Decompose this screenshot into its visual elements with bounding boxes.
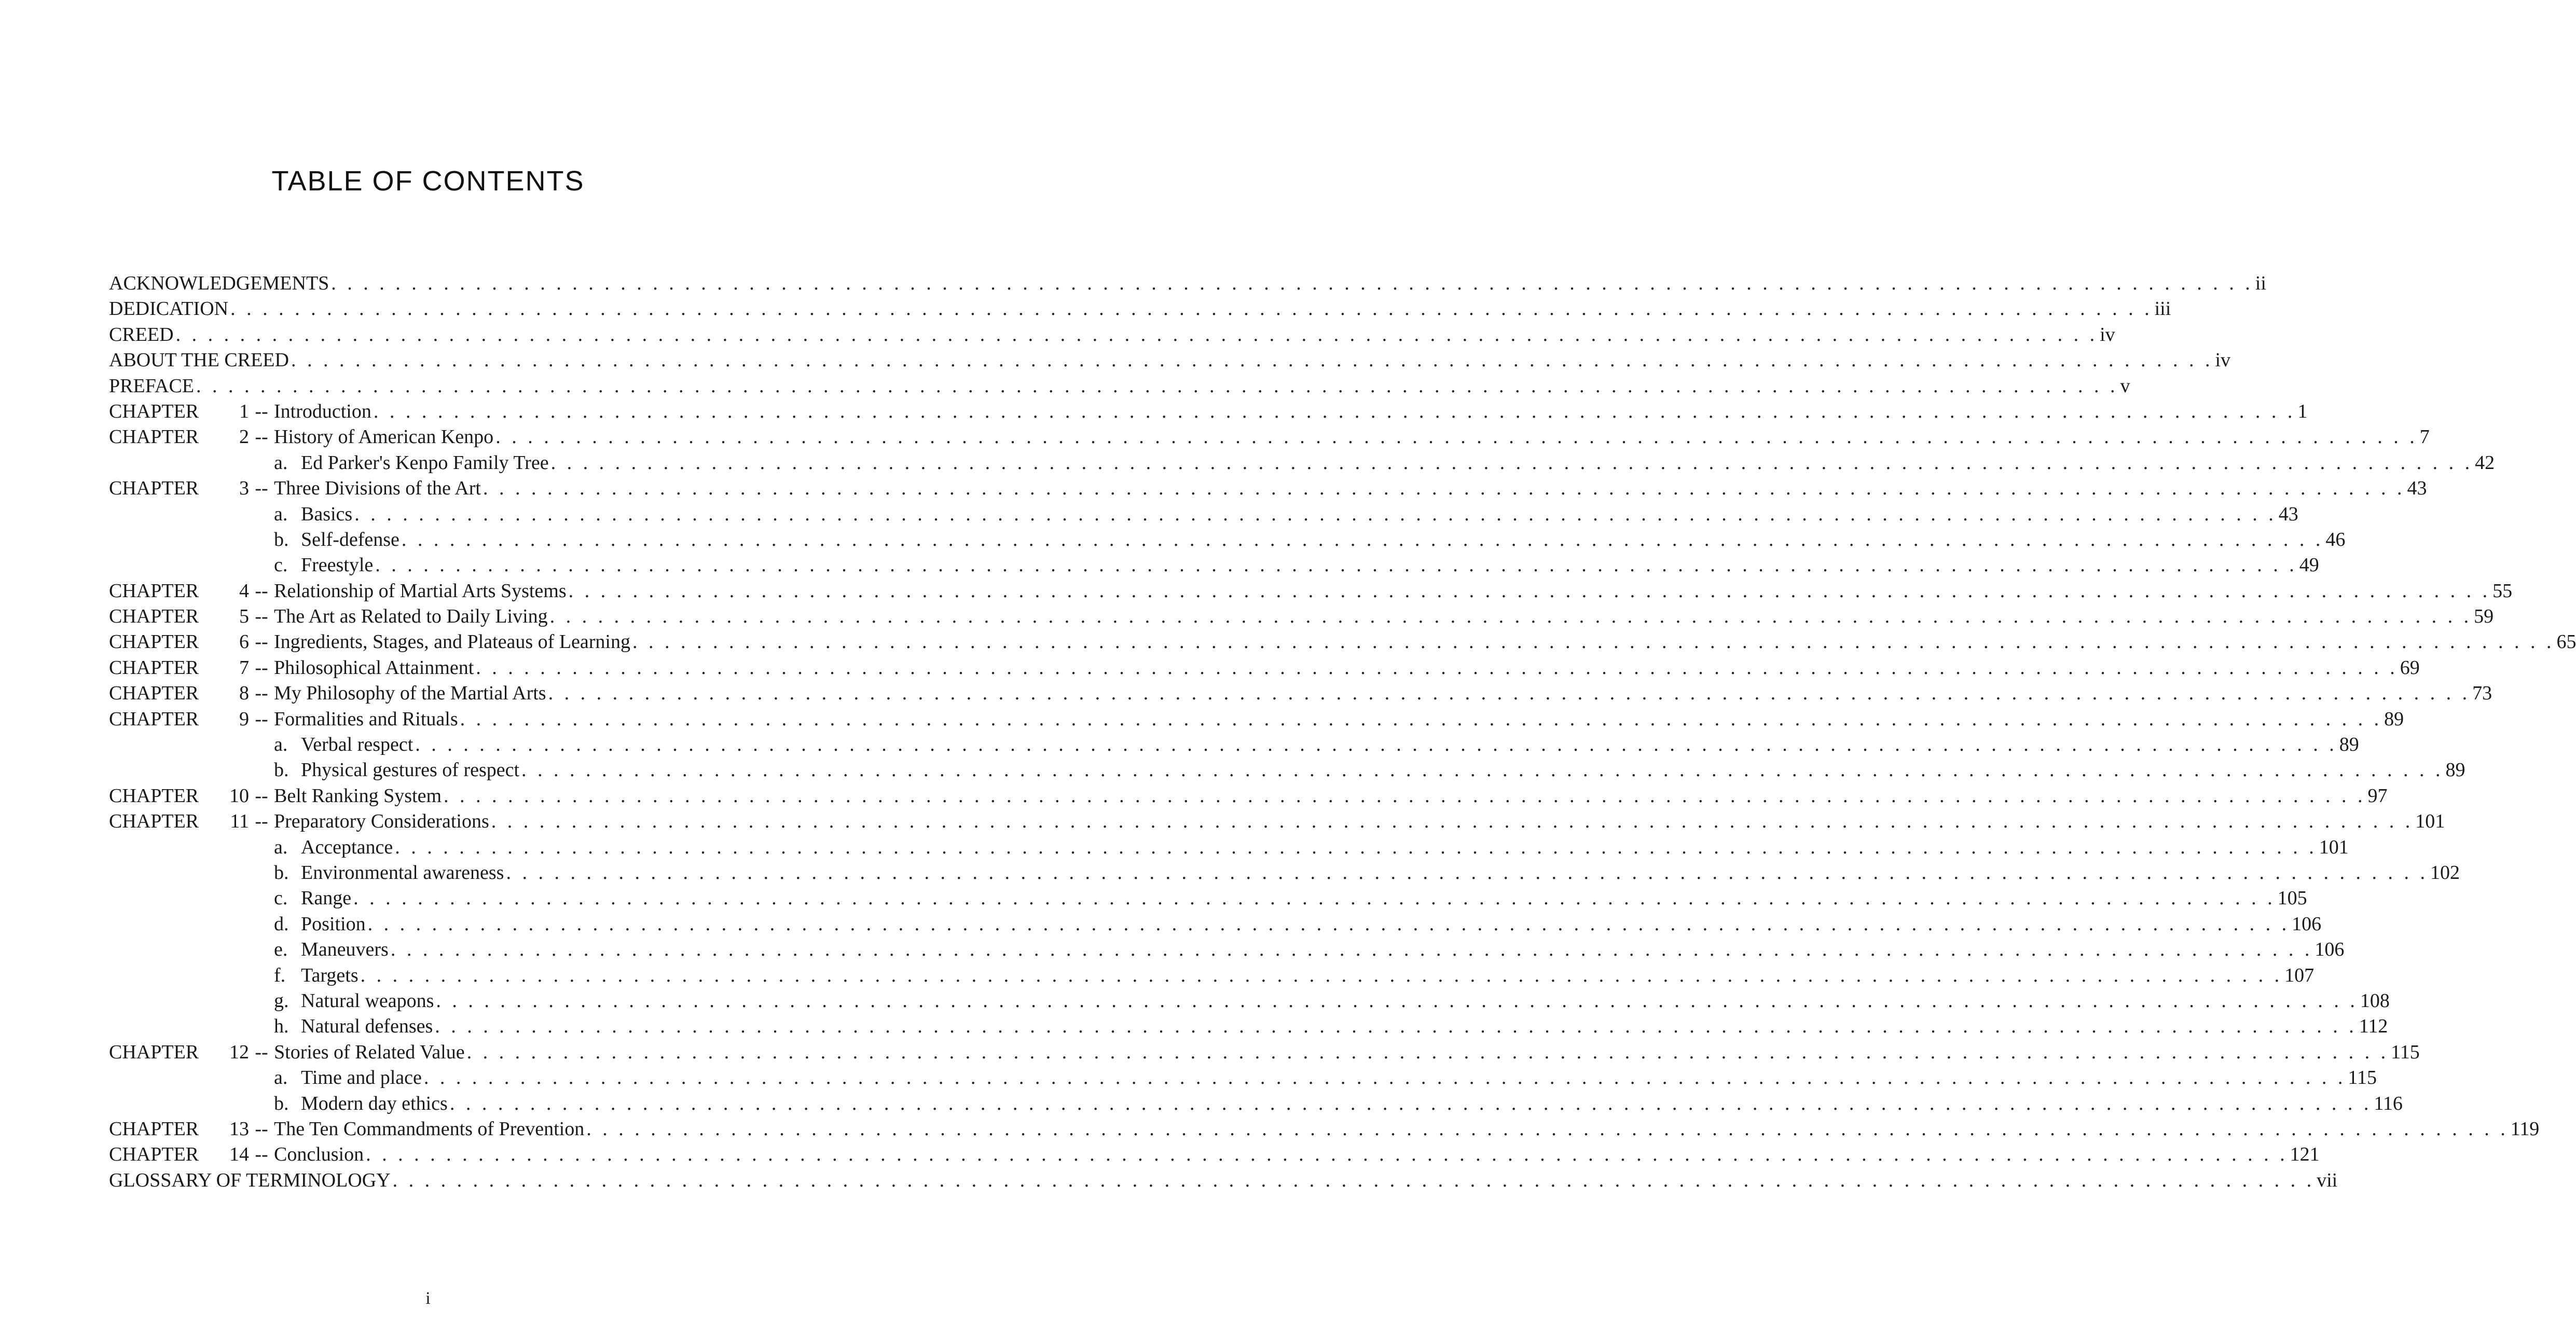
toc-page-number: iii [2154, 298, 2171, 320]
subsection-letter: b. [274, 528, 289, 550]
chapter-number: 9 [239, 708, 249, 730]
dot-leader: . . . . . . . . . . . . . . . . . . . . . . . . . . . . . . . . . . . . . . . . . . . . . . . . . . . . . . . . . . . . . . . . . . . . . . . . . . . . . . . . . . . . . . . . . . . . . . . . . . . . . . . . . . . . . . . . . . . . . . . . [476, 656, 2398, 679]
chapter-prefix: CHAPTER [109, 810, 199, 833]
subsection-title: Range [301, 887, 352, 909]
toc-chapter-heading [109, 476, 481, 501]
chapter-dash: -- [255, 708, 268, 730]
toc-page-number: 97 [2367, 784, 2388, 807]
toc-entry-chapter [109, 1040, 2420, 1065]
subsection-letter: a. [274, 503, 288, 525]
dot-leader: . . . . . . . . . . . . . . . . . . . . . . . . . . . . . . . . . . . . . . . . . . . . . . . . . . . . . . . . . . . . . . . . . . . . . . . . . . . . . . . . . . . . . . . . . . . . . . . . . . . . . . . . . . . . . . . . . . . . . . . . [460, 708, 2382, 730]
chapter-dash: -- [255, 656, 268, 679]
toc-page-number: 65 [2556, 631, 2576, 653]
toc-page-number: 115 [2348, 1067, 2377, 1089]
toc-page-number: 89 [2339, 734, 2359, 756]
toc-page-number: 59 [2474, 605, 2494, 628]
dot-leader: . . . . . . . . . . . . . . . . . . . . . . . . . . . . . . . . . . . . . . . . . . . . . . . . . . . . . . . . . . . . . . . . . . . . . . . . . . . . . . . . . . . . . . . . . . . . . . . . . . . . . . . . . . . . . . . . . . . . . . . . [367, 913, 2290, 935]
subsection-letter: f. [274, 964, 286, 986]
toc-subsection [109, 757, 519, 783]
dot-leader: . . . . . . . . . . . . . . . . . . . . . . . . . . . . . . . . . . . . . . . . . . . . . . . . . . . . . . . . . . . . . . . . . . . . . . . . . . . . . . . . . . . . . . . . . . . . . . . . . . . . . . . . . . . . . . . . . . . . . . . . [331, 272, 2253, 294]
toc-entry-sub [109, 835, 2349, 860]
subsection-title: Environmental awareness [301, 861, 504, 884]
dot-leader: . . . . . . . . . . . . . . . . . . . . . . . . . . . . . . . . . . . . . . . . . . . . . . . . . . . . . . . . . . . . . . . . . . . . . . . . . . . . . . . . . . . . . . . . . . . . . . . . . . . . . . . . . . . . . . . . . . . . . . . . [436, 989, 2358, 1012]
toc-entry-sub [109, 1065, 2377, 1091]
chapter-number: 12 [229, 1041, 249, 1063]
table-of-contents [109, 271, 2576, 1193]
toc-page-number: 46 [2325, 528, 2346, 550]
toc-section-title: GLOSSARY OF TERMINOLOGY [109, 1169, 391, 1191]
toc-subsection [109, 937, 389, 962]
chapter-number: 6 [239, 631, 249, 653]
chapter-title: Preparatory Considerations [274, 810, 489, 833]
toc-entry-sub [109, 988, 2390, 1014]
toc-entry-plain [109, 322, 2115, 348]
subsection-title: Position [301, 913, 366, 935]
toc-chapter-heading [109, 578, 567, 604]
chapter-prefix: CHAPTER [109, 477, 199, 500]
dot-leader: . . . . . . . . . . . . . . . . . . . . . . . . . . . . . . . . . . . . . . . . . . . . . . . . . . . . . . . . . . . . . . . . . . . . . . . . . . . . . . . . . . . . . . . . . . . . . . . . . . . . . . . . . . . . . . . . . . . . . . . . [586, 1118, 2509, 1140]
chapter-dash: -- [255, 580, 268, 602]
subsection-title: Verbal respect [301, 734, 414, 756]
toc-entry-sub [109, 912, 2322, 937]
toc-chapter-heading [109, 1142, 364, 1167]
subsection-title: Ed Parker's Kenpo Family Tree [301, 451, 549, 474]
toc-entry-sub [109, 937, 2345, 962]
subsection-title: Natural weapons [301, 989, 434, 1012]
subsection-letter: a. [274, 734, 288, 756]
dot-leader: . . . . . . . . . . . . . . . . . . . . . . . . . . . . . . . . . . . . . . . . . . . . . . . . . . . . . . . . . . . . . . . . . . . . . . . . . . . . . . . . . . . . . . . . . . . . . . . . . . . . . . . . . . . . . . . . . . . . . . . . [548, 682, 2471, 705]
chapter-number: 5 [239, 605, 249, 628]
toc-page-number: 119 [2510, 1118, 2540, 1140]
dot-leader: . . . . . . . . . . . . . . . . . . . . . . . . . . . . . . . . . . . . . . . . . . . . . . . . . . . . . . . . . . . . . . . . . . . . . . . . . . . . . . . . . . . . . . . . . . . . . . . . . . . . . . . . . . . . . . . . . . . . . . . . [354, 503, 2277, 525]
subsection-letter: b. [274, 1092, 289, 1114]
dot-leader: . . . . . . . . . . . . . . . . . . . . . . . . . . . . . . . . . . . . . . . . . . . . . . . . . . . . . . . . . . . . . . . . . . . . . . . . . . . . . . . . . . . . . . . . . . . . . . . . . . . . . . . . . . . . . . . . . . . . . . . . [291, 349, 2213, 371]
chapter-dash: -- [255, 682, 268, 705]
dot-leader: . . . . . . . . . . . . . . . . . . . . . . . . . . . . . . . . . . . . . . . . . . . . . . . . . . . . . . . . . . . . . . . . . . . . . . . . . . . . . . . . . . . . . . . . . . . . . . . . . . . . . . . . . . . . . . . . . . . . . . . . [373, 400, 2296, 422]
toc-chapter-heading [109, 809, 489, 834]
toc-subsection [109, 732, 413, 757]
toc-page-number: 108 [2360, 989, 2390, 1012]
subsection-title: Acceptance [301, 836, 393, 858]
toc-entry-sub [109, 860, 2460, 886]
toc-entry-chapter [109, 681, 2492, 706]
subsection-title: Physical gestures of respect [301, 759, 520, 781]
toc-chapter-heading [109, 655, 474, 681]
toc-subsection [109, 963, 359, 988]
toc-entry-chapter [109, 424, 2430, 450]
subsection-title: Modern day ethics [301, 1092, 448, 1114]
subsection-title: Freestyle [301, 554, 374, 576]
toc-entry-chapter [109, 655, 2420, 681]
dot-leader: . . . . . . . . . . . . . . . . . . . . . . . . . . . . . . . . . . . . . . . . . . . . . . . . . . . . . . . . . . . . . . . . . . . . . . . . . . . . . . . . . . . . . . . . . . . . . . . . . . . . . . . . . . . . . . . . . . . . . . . . [366, 1143, 2288, 1166]
dot-leader: . . . . . . . . . . . . . . . . . . . . . . . . . . . . . . . . . . . . . . . . . . . . . . . . . . . . . . . . . . . . . . . . . . . . . . . . . . . . . . . . . . . . . . . . . . . . . . . . . . . . . . . . . . . . . . . . . . . . . . . . [360, 964, 2283, 986]
toc-page-number: 89 [2384, 708, 2404, 730]
toc-subsection [109, 1065, 422, 1091]
subsection-title: Time and place [301, 1067, 422, 1089]
toc-page-number: 101 [2319, 836, 2349, 858]
toc-page-number: 69 [2400, 656, 2420, 679]
chapter-prefix: CHAPTER [109, 426, 199, 448]
toc-page-number: 49 [2299, 554, 2319, 576]
dot-leader: . . . . . . . . . . . . . . . . . . . . . . . . . . . . . . . . . . . . . . . . . . . . . . . . . . . . . . . . . . . . . . . . . . . . . . . . . . . . . . . . . . . . . . . . . . . . . . . . . . . . . . . . . . . . . . . . . . . . . . . . [549, 605, 2472, 628]
chapter-number: 7 [239, 656, 249, 679]
toc-page-number: 116 [2374, 1092, 2403, 1114]
chapter-number: 8 [239, 682, 249, 705]
toc-page-number: 106 [2315, 939, 2345, 961]
chapter-number: 4 [239, 580, 249, 602]
toc-subsection [109, 988, 434, 1014]
dot-leader: . . . . . . . . . . . . . . . . . . . . . . . . . . . . . . . . . . . . . . . . . . . . . . . . . . . . . . . . . . . . . . . . . . . . . . . . . . . . . . . . . . . . . . . . . . . . . . . . . . . . . . . . . . . . . . . . . . . . . . . . [466, 1041, 2389, 1063]
toc-chapter-heading [109, 783, 442, 809]
chapter-number: 3 [239, 477, 249, 500]
toc-subsection [109, 553, 373, 578]
chapter-number: 14 [229, 1143, 249, 1166]
toc-entry-sub [109, 1014, 2388, 1039]
dot-leader: . . . . . . . . . . . . . . . . . . . . . . . . . . . . . . . . . . . . . . . . . . . . . . . . . . . . . . . . . . . . . . . . . . . . . . . . . . . . . . . . . . . . . . . . . . . . . . . . . . . . . . . . . . . . . . . . . . . . . . . . [392, 1169, 2315, 1191]
toc-page-number: 102 [2430, 861, 2460, 884]
subsection-letter: h. [274, 1015, 289, 1038]
subsection-letter: g. [274, 989, 289, 1012]
toc-subsection [109, 502, 352, 527]
toc-chapter-heading [109, 604, 548, 629]
toc-entry-chapter [109, 604, 2494, 629]
toc-entry-plain [109, 348, 2230, 373]
chapter-title: Philosophical Attainment [274, 656, 474, 679]
dot-leader: . . . . . . . . . . . . . . . . . . . . . . . . . . . . . . . . . . . . . . . . . . . . . . . . . . . . . . . . . . . . . . . . . . . . . . . . . . . . . . . . . . . . . . . . . . . . . . . . . . . . . . . . . . . . . . . . . . . . . . . . [632, 631, 2555, 653]
chapter-title: Introduction [274, 400, 371, 422]
chapter-dash: -- [255, 426, 268, 448]
chapter-number: 10 [229, 784, 249, 807]
toc-section-title: PREFACE [109, 375, 195, 397]
toc-page-number: 112 [2359, 1015, 2388, 1038]
subsection-title: Natural defenses [301, 1015, 433, 1038]
dot-leader: . . . . . . . . . . . . . . . . . . . . . . . . . . . . . . . . . . . . . . . . . . . . . . . . . . . . . . . . . . . . . . . . . . . . . . . . . . . . . . . . . . . . . . . . . . . . . . . . . . . . . . . . . . . . . . . . . . . . . . . . [506, 861, 2428, 884]
dot-leader: . . . . . . . . . . . . . . . . . . . . . . . . . . . . . . . . . . . . . . . . . . . . . . . . . . . . . . . . . . . . . . . . . . . . . . . . . . . . . . . . . . . . . . . . . . . . . . . . . . . . . . . . . . . . . . . . . . . . . . . . [175, 323, 2098, 346]
toc-entry-chapter [109, 476, 2427, 501]
chapter-dash: -- [255, 605, 268, 628]
toc-page-number: 42 [2475, 451, 2495, 474]
toc-entry-plain [109, 271, 2266, 296]
dot-leader: . . . . . . . . . . . . . . . . . . . . . . . . . . . . . . . . . . . . . . . . . . . . . . . . . . . . . . . . . . . . . . . . . . . . . . . . . . . . . . . . . . . . . . . . . . . . . . . . . . . . . . . . . . . . . . . . . . . . . . . . [483, 477, 2405, 500]
chapter-dash: -- [255, 1041, 268, 1063]
chapter-prefix: CHAPTER [109, 605, 199, 628]
toc-entry-sub [109, 732, 2359, 757]
toc-section-title: CREED [109, 323, 174, 346]
toc-page-number: 115 [2391, 1041, 2420, 1063]
chapter-title: The Ten Commandments of Prevention [274, 1118, 585, 1140]
chapter-dash: -- [255, 1118, 268, 1140]
toc-subsection [109, 1014, 433, 1039]
toc-page-number: 107 [2284, 964, 2315, 986]
toc-section-title: ABOUT THE CREED [109, 349, 289, 371]
chapter-prefix: CHAPTER [109, 631, 199, 653]
dot-leader: . . . . . . . . . . . . . . . . . . . . . . . . . . . . . . . . . . . . . . . . . . . . . . . . . . . . . . . . . . . . . . . . . . . . . . . . . . . . . . . . . . . . . . . . . . . . . . . . . . . . . . . . . . . . . . . . . . . . . . . . [495, 426, 2418, 448]
page-number-folio: i [425, 1289, 431, 1308]
toc-page-number: iv [2215, 349, 2230, 371]
dot-leader: . . . . . . . . . . . . . . . . . . . . . . . . . . . . . . . . . . . . . . . . . . . . . . . . . . . . . . . . . . . . . . . . . . . . . . . . . . . . . . . . . . . . . . . . . . . . . . . . . . . . . . . . . . . . . . . . . . . . . . . . [401, 528, 2324, 550]
chapter-title: Three Divisions of the Art [274, 477, 481, 500]
toc-page-number: 106 [2292, 913, 2322, 935]
subsection-title: Self-defense [301, 528, 400, 550]
toc-entry-sub [109, 886, 2307, 911]
subsection-title: Basics [301, 503, 353, 525]
toc-page-number: 73 [2472, 682, 2492, 705]
toc-page-number: 105 [2277, 887, 2307, 909]
dot-leader: . . . . . . . . . . . . . . . . . . . . . . . . . . . . . . . . . . . . . . . . . . . . . . . . . . . . . . . . . . . . . . . . . . . . . . . . . . . . . . . . . . . . . . . . . . . . . . . . . . . . . . . . . . . . . . . . . . . . . . . . [353, 887, 2276, 909]
toc-chapter-heading [109, 1040, 465, 1065]
chapter-prefix: CHAPTER [109, 1041, 199, 1063]
chapter-prefix: CHAPTER [109, 784, 199, 807]
dot-leader: . . . . . . . . . . . . . . . . . . . . . . . . . . . . . . . . . . . . . . . . . . . . . . . . . . . . . . . . . . . . . . . . . . . . . . . . . . . . . . . . . . . . . . . . . . . . . . . . . . . . . . . . . . . . . . . . . . . . . . . . [196, 375, 2118, 397]
toc-page-number: iv [2100, 323, 2115, 346]
chapter-number: 2 [239, 426, 249, 448]
toc-subsection [109, 835, 393, 860]
toc-entry-sub [109, 527, 2346, 553]
toc-entry-chapter [109, 783, 2388, 809]
toc-page-number: 101 [2415, 810, 2445, 833]
dot-leader: . . . . . . . . . . . . . . . . . . . . . . . . . . . . . . . . . . . . . . . . . . . . . . . . . . . . . . . . . . . . . . . . . . . . . . . . . . . . . . . . . . . . . . . . . . . . . . . . . . . . . . . . . . . . . . . . . . . . . . . . [568, 580, 2491, 602]
subsection-letter: d. [274, 913, 289, 935]
toc-subsection [109, 450, 549, 476]
toc-entry-chapter [109, 578, 2513, 604]
chapter-title: History of American Kenpo [274, 426, 494, 448]
toc-entry-chapter [109, 1117, 2540, 1142]
toc-entry-chapter [109, 629, 2576, 655]
toc-subsection [109, 886, 351, 911]
toc-entry-sub [109, 757, 2465, 783]
toc-entry-chapter [109, 707, 2404, 732]
subsection-letter: b. [274, 861, 289, 884]
toc-chapter-heading [109, 399, 371, 424]
dot-leader: . . . . . . . . . . . . . . . . . . . . . . . . . . . . . . . . . . . . . . . . . . . . . . . . . . . . . . . . . . . . . . . . . . . . . . . . . . . . . . . . . . . . . . . . . . . . . . . . . . . . . . . . . . . . . . . . . . . . . . . . [395, 836, 2317, 858]
dot-leader: . . . . . . . . . . . . . . . . . . . . . . . . . . . . . . . . . . . . . . . . . . . . . . . . . . . . . . . . . . . . . . . . . . . . . . . . . . . . . . . . . . . . . . . . . . . . . . . . . . . . . . . . . . . . . . . . . . . . . . . . [423, 1067, 2346, 1089]
toc-entry-sub [109, 1091, 2403, 1117]
chapter-prefix: CHAPTER [109, 580, 199, 602]
toc-page-number: 89 [2445, 759, 2465, 781]
subsection-title: Maneuvers [301, 939, 389, 961]
chapter-title: Conclusion [274, 1143, 364, 1166]
subsection-letter: e. [274, 939, 288, 961]
toc-chapter-heading [109, 707, 458, 732]
chapter-title: The Art as Related to Daily Living [274, 605, 548, 628]
chapter-prefix: CHAPTER [109, 400, 199, 422]
toc-page-number: v [2120, 375, 2130, 397]
dot-leader: . . . . . . . . . . . . . . . . . . . . . . . . . . . . . . . . . . . . . . . . . . . . . . . . . . . . . . . . . . . . . . . . . . . . . . . . . . . . . . . . . . . . . . . . . . . . . . . . . . . . . . . . . . . . . . . . . . . . . . . . [435, 1015, 2357, 1038]
dot-leader: . . . . . . . . . . . . . . . . . . . . . . . . . . . . . . . . . . . . . . . . . . . . . . . . . . . . . . . . . . . . . . . . . . . . . . . . . . . . . . . . . . . . . . . . . . . . . . . . . . . . . . . . . . . . . . . . . . . . . . . . [375, 554, 2297, 576]
toc-page-number: 55 [2492, 580, 2513, 602]
dot-leader: . . . . . . . . . . . . . . . . . . . . . . . . . . . . . . . . . . . . . . . . . . . . . . . . . . . . . . . . . . . . . . . . . . . . . . . . . . . . . . . . . . . . . . . . . . . . . . . . . . . . . . . . . . . . . . . . . . . . . . . . [390, 939, 2313, 961]
chapter-title: My Philosophy of the Martial Arts [274, 682, 546, 705]
chapter-dash: -- [255, 784, 268, 807]
toc-chapter-heading [109, 629, 630, 655]
toc-section-title: DEDICATION [109, 298, 229, 320]
dot-leader: . . . . . . . . . . . . . . . . . . . . . . . . . . . . . . . . . . . . . . . . . . . . . . . . . . . . . . . . . . . . . . . . . . . . . . . . . . . . . . . . . . . . . . . . . . . . . . . . . . . . . . . . . . . . . . . . . . . . . . . . [521, 759, 2444, 781]
chapter-number: 11 [230, 810, 249, 833]
chapter-dash: -- [255, 631, 268, 653]
toc-page-number: vii [2317, 1169, 2338, 1191]
chapter-title: Relationship of Martial Arts Systems [274, 580, 567, 602]
page-title: TABLE OF CONTENTS [271, 166, 585, 197]
subsection-letter: c. [274, 887, 288, 909]
toc-page-number: ii [2255, 272, 2266, 294]
chapter-title: Belt Ranking System [274, 784, 442, 807]
chapter-title: Formalities and Rituals [274, 708, 458, 730]
toc-entry-plain [109, 1168, 2338, 1193]
toc-chapter-heading [109, 681, 546, 706]
dot-leader: . . . . . . . . . . . . . . . . . . . . . . . . . . . . . . . . . . . . . . . . . . . . . . . . . . . . . . . . . . . . . . . . . . . . . . . . . . . . . . . . . . . . . . . . . . . . . . . . . . . . . . . . . . . . . . . . . . . . . . . . [444, 784, 2366, 807]
toc-section-title: ACKNOWLEDGEMENTS [109, 272, 329, 294]
chapter-dash: -- [255, 477, 268, 500]
dot-leader: . . . . . . . . . . . . . . . . . . . . . . . . . . . . . . . . . . . . . . . . . . . . . . . . . . . . . . . . . . . . . . . . . . . . . . . . . . . . . . . . . . . . . . . . . . . . . . . . . . . . . . . . . . . . . . . . . . . . . . . . [491, 810, 2414, 833]
dot-leader: . . . . . . . . . . . . . . . . . . . . . . . . . . . . . . . . . . . . . . . . . . . . . . . . . . . . . . . . . . . . . . . . . . . . . . . . . . . . . . . . . . . . . . . . . . . . . . . . . . . . . . . . . . . . . . . . . . . . . . . . [550, 451, 2473, 474]
toc-entry-sub [109, 450, 2495, 476]
toc-entry-chapter [109, 1142, 2320, 1167]
chapter-prefix: CHAPTER [109, 656, 199, 679]
chapter-prefix: CHAPTER [109, 1143, 199, 1166]
chapter-number: 13 [229, 1118, 249, 1140]
chapter-prefix: CHAPTER [109, 708, 199, 730]
toc-subsection [109, 527, 400, 553]
toc-entry-sub [109, 553, 2319, 578]
subsection-title: Targets [301, 964, 359, 986]
toc-chapter-heading [109, 1117, 584, 1142]
toc-page-number: 43 [2278, 503, 2298, 525]
dot-leader: . . . . . . . . . . . . . . . . . . . . . . . . . . . . . . . . . . . . . . . . . . . . . . . . . . . . . . . . . . . . . . . . . . . . . . . . . . . . . . . . . . . . . . . . . . . . . . . . . . . . . . . . . . . . . . . . . . . . . . . . [415, 734, 2337, 756]
subsection-letter: a. [274, 451, 288, 474]
dot-leader: . . . . . . . . . . . . . . . . . . . . . . . . . . . . . . . . . . . . . . . . . . . . . . . . . . . . . . . . . . . . . . . . . . . . . . . . . . . . . . . . . . . . . . . . . . . . . . . . . . . . . . . . . . . . . . . . . . . . . . . . [449, 1092, 2372, 1114]
toc-subsection [109, 1091, 448, 1117]
dot-leader: . . . . . . . . . . . . . . . . . . . . . . . . . . . . . . . . . . . . . . . . . . . . . . . . . . . . . . . . . . . . . . . . . . . . . . . . . . . . . . . . . . . . . . . . . . . . . . . . . . . . . . . . . . . . . . . . . . . . . . . . [230, 298, 2153, 320]
toc-entry-chapter [109, 809, 2445, 834]
subsection-letter: b. [274, 759, 289, 781]
chapter-number: 1 [239, 400, 249, 422]
toc-entry-sub [109, 502, 2298, 527]
toc-subsection [109, 860, 504, 886]
subsection-letter: a. [274, 1067, 288, 1089]
chapter-dash: -- [255, 810, 268, 833]
subsection-letter: c. [274, 554, 288, 576]
toc-page-number: 7 [2419, 426, 2430, 448]
toc-entry-sub [109, 963, 2315, 988]
toc-page-number: 121 [2290, 1143, 2320, 1166]
chapter-dash: -- [255, 1143, 268, 1166]
toc-page-number: 43 [2407, 477, 2427, 500]
toc-entry-plain [109, 374, 2130, 399]
toc-entry-chapter [109, 399, 2308, 424]
toc-subsection [109, 912, 366, 937]
chapter-dash: -- [255, 400, 268, 422]
chapter-title: Ingredients, Stages, and Plateaus of Learning [274, 631, 630, 653]
chapter-title: Stories of Related Value [274, 1041, 465, 1063]
subsection-letter: a. [274, 836, 288, 858]
toc-entry-plain [109, 296, 2171, 322]
chapter-prefix: CHAPTER [109, 1118, 199, 1140]
toc-page-number: 1 [2297, 400, 2308, 422]
chapter-prefix: CHAPTER [109, 682, 199, 705]
toc-chapter-heading [109, 424, 493, 450]
